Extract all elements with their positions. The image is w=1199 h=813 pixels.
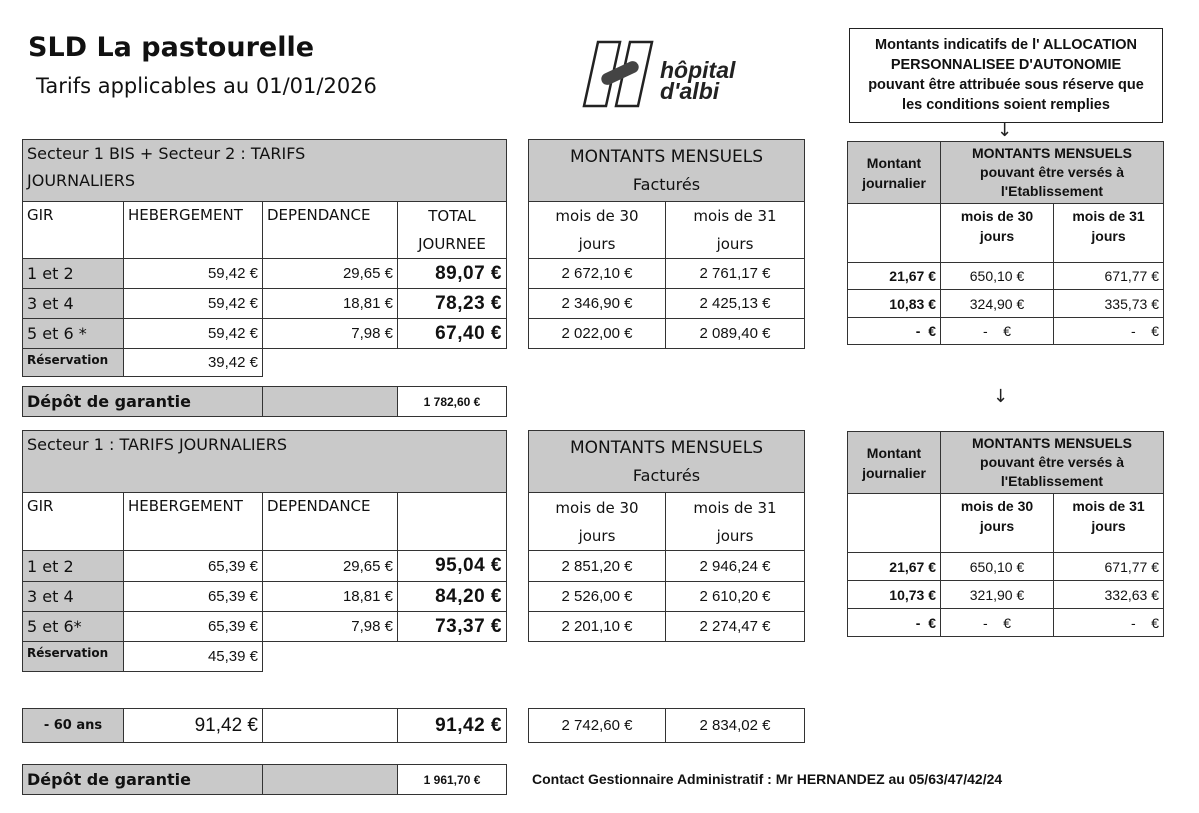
table-row: [23, 259, 507, 289]
table-row: [23, 551, 507, 582]
under60-row: [23, 709, 507, 743]
apa-month30-cell: 650,10 €: [941, 553, 1054, 581]
apa-daily-cell: 10,73 €: [848, 581, 941, 609]
apa-month31-cell: - €: [1054, 609, 1164, 637]
apa-daily-cell: - €: [848, 318, 941, 345]
month31-cell: 2 946,24 €: [666, 551, 805, 582]
apa-daily-cell: - €: [848, 609, 941, 637]
hebergement-cell: 59,42 €: [124, 259, 263, 289]
apa-month30-cell: - €: [941, 318, 1054, 345]
total-cell: 73,37 €: [398, 612, 507, 642]
table-row: [23, 319, 507, 349]
under60-month31: 2 834,02 €: [666, 709, 805, 743]
table-row: [529, 582, 805, 612]
col-header-gir: GIR: [23, 493, 124, 551]
col-header-month31: mois de 31 jours: [666, 202, 805, 259]
dependance-cell: 18,81 €: [263, 582, 398, 612]
reservation-value: 45,39 €: [124, 642, 263, 672]
logo-text-line2: d'albi: [660, 78, 720, 104]
dependance-cell: 18,81 €: [263, 289, 398, 319]
contact-line: Contact Gestionnaire Administratif : Mr HERNANDEZ au 05/63/47/42/24: [532, 771, 1003, 787]
table-row: [529, 612, 805, 642]
arrow-down-icon: ↓: [993, 386, 1009, 407]
deposit-value: 1 782,60 €: [398, 387, 507, 417]
reservation-label: Réservation: [23, 642, 124, 672]
apa-monthly-header: MONTANTS MENSUELS pouvant être versés à l'Etablissement: [941, 142, 1164, 204]
table-row: [529, 551, 805, 582]
sector1-tariff-table: [22, 430, 507, 672]
reservation-label: Réservation: [23, 349, 124, 377]
col-header-apa-month30: mois de 30 jours: [941, 494, 1054, 553]
under60-hebergement: 91,42 €: [124, 709, 263, 743]
under60-month30: 2 742,60 €: [529, 709, 666, 743]
hospital-logo: [580, 40, 780, 110]
month31-cell: 2 761,17 €: [666, 259, 805, 289]
gir-cell: 3 et 4: [23, 582, 124, 612]
monthly-header: MONTANTS MENSUELS Facturés: [529, 140, 805, 202]
apa-month30-cell: - €: [941, 609, 1054, 637]
col-header-dependance: DEPENDANCE: [263, 493, 398, 551]
table-row: [848, 290, 1164, 318]
deposit-label: Dépôt de garantie: [23, 387, 263, 417]
sector1bis-tariff-table: [22, 139, 507, 417]
apa-month30-cell: 650,10 €: [941, 263, 1054, 290]
apa-month31-cell: 671,77 €: [1054, 553, 1164, 581]
month31-cell: 2 610,20 €: [666, 582, 805, 612]
month30-cell: 2 526,00 €: [529, 582, 666, 612]
month30-cell: 2 022,00 €: [529, 319, 666, 349]
month31-cell: 2 274,47 €: [666, 612, 805, 642]
reservation-value: 39,42 €: [124, 349, 263, 377]
dependance-cell: 29,65 €: [263, 259, 398, 289]
gir-cell: 1 et 2: [23, 551, 124, 582]
hebergement-cell: 65,39 €: [124, 551, 263, 582]
col-header-apa-month31: mois de 31 jours: [1054, 204, 1164, 263]
logo-text-line1: hôpital: [660, 57, 736, 83]
table-row: [23, 582, 507, 612]
deposit-value: 1 961,70 €: [398, 765, 507, 795]
month30-cell: 2 201,10 €: [529, 612, 666, 642]
apa-month30-cell: 321,90 €: [941, 581, 1054, 609]
dependance-cell: 7,98 €: [263, 612, 398, 642]
month31-cell: 2 425,13 €: [666, 289, 805, 319]
col-header-month30: mois de 30 jours: [529, 202, 666, 259]
col-header-daily-amount: Montant journalier: [848, 432, 941, 494]
reservation-row: [23, 642, 507, 672]
total-cell: 67,40 €: [398, 319, 507, 349]
table-row: [848, 609, 1164, 637]
monthly-header: MONTANTS MENSUELS Facturés: [529, 431, 805, 493]
apa-daily-cell: 21,67 €: [848, 553, 941, 581]
table-row: [848, 263, 1164, 290]
reservation-row: [23, 349, 507, 377]
table-row: [848, 581, 1164, 609]
sector1-apa-table: [847, 431, 1164, 637]
apa-daily-cell: 10,83 €: [848, 290, 941, 318]
table-row: [529, 319, 805, 349]
deposit-label: Dépôt de garantie: [23, 765, 263, 795]
col-header-daily-amount: Montant journalier: [848, 142, 941, 204]
col-header-month30: mois de 30 jours: [529, 493, 666, 551]
table-row: [529, 289, 805, 319]
sector1-deposit-table: [22, 764, 507, 795]
table-row: [23, 289, 507, 319]
arrow-down-icon: ↓: [997, 120, 1013, 141]
table-row: [848, 553, 1164, 581]
gir-cell: 3 et 4: [23, 289, 124, 319]
apa-note-line1: Montants indicatifs de l' ALLOCATION: [874, 37, 1138, 53]
hebergement-cell: 65,39 €: [124, 582, 263, 612]
col-header-hebergement: HEBERGEMENT: [124, 493, 263, 551]
dependance-cell: 7,98 €: [263, 319, 398, 349]
col-header-apa-month30: mois de 30 jours: [941, 204, 1054, 263]
page-title: SLD La pastourelle: [28, 32, 315, 63]
under60-label: - 60 ans: [23, 709, 124, 743]
apa-month31-cell: 671,77 €: [1054, 263, 1164, 290]
sector1bis-monthly-table: [528, 139, 805, 349]
total-cell: 78,23 €: [398, 289, 507, 319]
gir-cell: 5 et 6 *: [23, 319, 124, 349]
under60-table: [22, 708, 507, 743]
col-header-total: TOTAL JOURNEE: [398, 202, 507, 259]
table-row: [23, 612, 507, 642]
apa-note-line4: les conditions soient remplies: [902, 97, 1110, 113]
col-header-hebergement: HEBERGEMENT: [124, 202, 263, 259]
total-cell: 84,20 €: [398, 582, 507, 612]
apa-month30-cell: 324,90 €: [941, 290, 1054, 318]
under60-monthly-row: [529, 709, 805, 743]
month31-cell: 2 089,40 €: [666, 319, 805, 349]
month30-cell: 2 851,20 €: [529, 551, 666, 582]
total-cell: 89,07 €: [398, 259, 507, 289]
apa-daily-cell: 21,67 €: [848, 263, 941, 290]
hebergement-cell: 65,39 €: [124, 612, 263, 642]
hebergement-cell: 59,42 €: [124, 289, 263, 319]
sector1bis-title: Secteur 1 BIS + Secteur 2 : TARIFS JOURNALIERS: [23, 140, 507, 202]
apa-note-line2: PERSONNALISEE D'AUTONOMIE: [890, 57, 1122, 73]
gir-cell: 5 et 6*: [23, 612, 124, 642]
col-header-month31: mois de 31 jours: [666, 493, 805, 551]
sector1-title: Secteur 1 : TARIFS JOURNALIERS: [23, 431, 507, 493]
table-row: [848, 318, 1164, 345]
hospital-logo-icon: [580, 40, 660, 110]
apa-month31-cell: 332,63 €: [1054, 581, 1164, 609]
page-subtitle: Tarifs applicables au 01/01/2026: [36, 74, 377, 98]
table-row: [529, 259, 805, 289]
sector1-monthly-table: [528, 430, 805, 642]
hebergement-cell: 59,42 €: [124, 319, 263, 349]
total-cell: 95,04 €: [398, 551, 507, 582]
sector1bis-apa-table: [847, 141, 1164, 345]
apa-note-box: [849, 28, 1163, 123]
deposit-row: [23, 765, 507, 795]
col-header-dependance: DEPENDANCE: [263, 202, 398, 259]
col-header-apa-month31: mois de 31 jours: [1054, 494, 1164, 553]
col-header-gir: GIR: [23, 202, 124, 259]
apa-month31-cell: - €: [1054, 318, 1164, 345]
dependance-cell: 29,65 €: [263, 551, 398, 582]
apa-month31-cell: 335,73 €: [1054, 290, 1164, 318]
gir-cell: 1 et 2: [23, 259, 124, 289]
month30-cell: 2 346,90 €: [529, 289, 666, 319]
under60-monthly-table: [528, 708, 805, 743]
month30-cell: 2 672,10 €: [529, 259, 666, 289]
apa-monthly-header: MONTANTS MENSUELS pouvant être versés à l'Etablissement: [941, 432, 1164, 494]
apa-note-line3: pouvant être attribuée sous réserve que: [868, 77, 1144, 93]
under60-total: 91,42 €: [398, 709, 507, 743]
deposit-row: [23, 387, 507, 417]
